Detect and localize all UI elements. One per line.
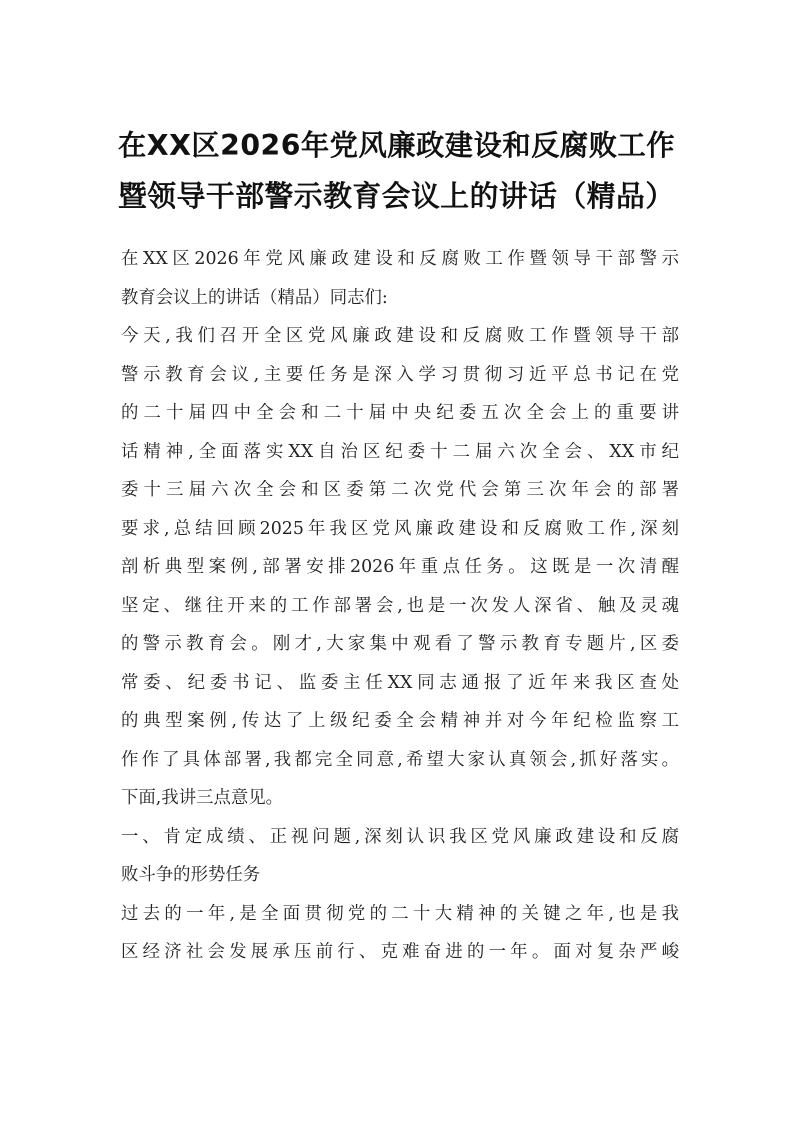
body-line: 话精神,全面落实XX自治区纪委十二届六次全会、XX市纪 xyxy=(121,441,679,462)
body-line: 在XX区2026年党风廉政建设和反腐败工作暨领导干部警示 xyxy=(121,249,679,269)
document-title xyxy=(118,120,678,222)
body-line: 的典型案例,传达了上级纪委全会精神并对今年纪检监察工 xyxy=(121,711,679,731)
body-line: 教育会议上的讲话（精品）同志们: xyxy=(121,287,388,308)
body-line: 常委、纪委书记、监委主任XX同志通报了近年来我区查处 xyxy=(121,672,679,693)
title-line-1: 在XX区2026年党风廉政建设和反腐败工作 xyxy=(118,129,676,162)
section-heading-line: 败斗争的形势任务 xyxy=(121,865,261,885)
body-line: 今天,我们召开全区党风廉政建设和反腐败工作暨领导干部 xyxy=(121,326,679,346)
body-line: 过去的一年,是全面贯彻党的二十大精神的关键之年,也是我 xyxy=(121,903,679,924)
body-line: 剖析典型案例,部署安排2026年重点任务。这既是一次清醒 xyxy=(121,557,679,577)
document-body xyxy=(121,240,679,972)
body-line: 要求,总结回顾2025年我区党风廉政建设和反腐败工作,深刻 xyxy=(121,518,679,539)
body-line: 的警示教育会。刚才,大家集中观看了警示教育专题片,区委 xyxy=(121,634,679,654)
body-line: 区经济社会发展承压前行、克难奋进的一年。面对复杂严峻 xyxy=(121,942,679,962)
body-line: 坚定、继往开来的工作部署会,也是一次发人深省、触及灵魂 xyxy=(121,595,679,616)
body-line: 警示教育会议,主要任务是深入学习贯彻习近平总书记在党 xyxy=(121,364,679,385)
body-line: 作作了具体部署,我都完全同意,希望大家认真领会,抓好落实。 xyxy=(121,749,679,770)
title-line-2: 暨领导干部警示教育会议上的讲话（精品） xyxy=(118,179,675,213)
section-heading-line: 一、肯定成绩、正视问题,深刻认识我区党风廉政建设和反腐 xyxy=(121,826,679,847)
body-line: 委十三届六次全会和区委第二次党代会第三次年会的部署 xyxy=(121,480,679,500)
body-line: 的二十届四中全会和二十届中央纪委五次全会上的重要讲 xyxy=(121,403,679,423)
body-line: 下面,我讲三点意见。 xyxy=(121,788,284,808)
